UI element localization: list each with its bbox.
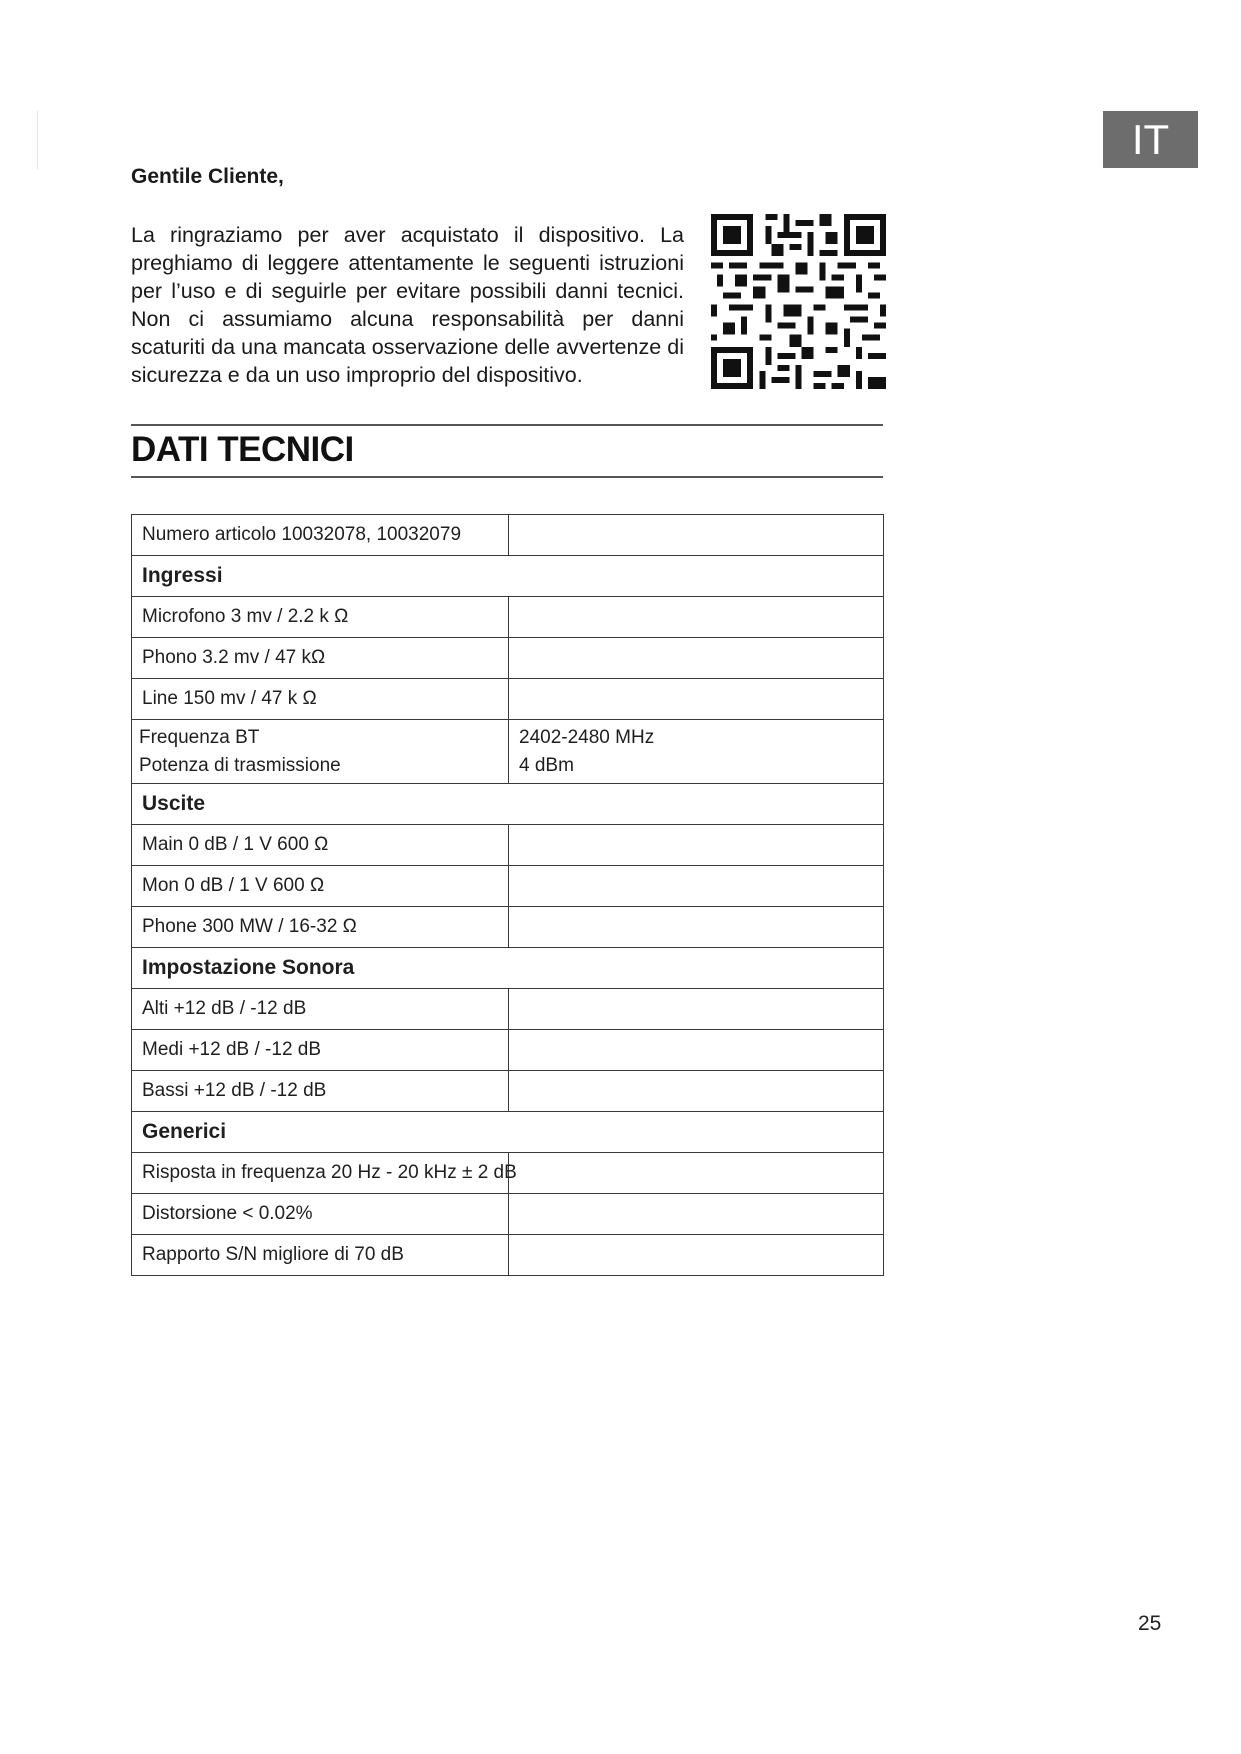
intro-paragraph: La ringraziamo per aver acquistato il dispositivo. La preghiamo di leggere attentamente le seguenti istruzioni per l’uso e di seguirle per evitare possibili danni tecnici. Non ci assumiamo alcuna responsabilità per danni scaturiti da una mancata osservazione delle avvertenze di sicurezza e da un uso improprio del dispositivo. <box>131 223 684 387</box>
spec-value-cell <box>509 825 884 866</box>
table-row <box>132 597 884 638</box>
page-number: 25 <box>1138 1612 1162 1635</box>
spec-bt-frequency-label: Frequenza BT <box>139 726 260 748</box>
spec-bassi: Bassi +12 dB / -12 dB <box>132 1071 509 1112</box>
spec-value-cell <box>509 638 884 679</box>
table-row <box>132 1112 884 1153</box>
spec-bt-power-label: Potenza di trasmissione <box>139 754 341 776</box>
spec-value-cell <box>509 515 884 556</box>
spec-value-cell <box>509 1235 884 1276</box>
section-rule-top <box>131 424 883 426</box>
section-rule-bottom <box>131 476 883 478</box>
spec-phone: Phone 300 MW / 16-32 Ω <box>132 907 509 948</box>
margin-rule <box>37 111 38 169</box>
table-row <box>132 825 884 866</box>
spec-rapporto: Rapporto S/N migliore di 70 dB <box>132 1235 509 1276</box>
spec-value-cell <box>509 1030 884 1071</box>
table-row <box>132 907 884 948</box>
spec-risposta: Risposta in frequenza 20 Hz - 20 kHz ± 2 dB <box>132 1153 509 1194</box>
spec-main: Main 0 dB / 1 V 600 Ω <box>132 825 509 866</box>
spec-line: Line 150 mv / 47 k Ω <box>132 679 509 720</box>
spec-mon: Mon 0 dB / 1 V 600 Ω <box>132 866 509 907</box>
spec-distorsione: Distorsione < 0.02% <box>132 1194 509 1235</box>
group-header-sound: Impostazione Sonora <box>132 948 884 989</box>
spec-bluetooth-labels <box>132 720 509 784</box>
spec-value-cell <box>509 989 884 1030</box>
table-row <box>132 720 884 784</box>
spec-bluetooth-values <box>509 720 884 784</box>
spec-article: Numero articolo 10032078, 10032079 <box>132 515 509 556</box>
table-row <box>132 1071 884 1112</box>
table-row <box>132 679 884 720</box>
table-row <box>132 1030 884 1071</box>
spec-value-cell <box>509 597 884 638</box>
group-header-inputs: Ingressi <box>132 556 884 597</box>
greeting: Gentile Cliente, <box>131 165 284 188</box>
spec-phono: Phono 3.2 mv / 47 kΩ <box>132 638 509 679</box>
spec-value-cell <box>509 1194 884 1235</box>
group-header-outputs: Uscite <box>132 784 884 825</box>
spec-microfono: Microfono 3 mv / 2.2 k Ω <box>132 597 509 638</box>
table-row <box>132 1194 884 1235</box>
table-row <box>132 515 884 556</box>
section-title: DATI TECNICI <box>131 430 354 469</box>
table-row <box>132 866 884 907</box>
table-row <box>132 784 884 825</box>
table-row <box>132 948 884 989</box>
group-header-general: Generici <box>132 1112 884 1153</box>
language-tab: IT <box>1103 111 1198 168</box>
spec-value-cell <box>509 1071 884 1112</box>
spec-value-cell <box>509 907 884 948</box>
specs-table <box>131 514 884 1276</box>
spec-medi: Medi +12 dB / -12 dB <box>132 1030 509 1071</box>
table-row <box>132 1235 884 1276</box>
table-row <box>132 989 884 1030</box>
spec-value-cell <box>509 866 884 907</box>
spec-alti: Alti +12 dB / -12 dB <box>132 989 509 1030</box>
table-row <box>132 638 884 679</box>
spec-value-cell <box>509 679 884 720</box>
table-row <box>132 556 884 597</box>
spec-value-cell <box>509 1153 884 1194</box>
qr-code <box>711 214 886 389</box>
table-row <box>132 1153 884 1194</box>
spec-bt-frequency-value: 2402-2480 MHz <box>519 726 655 748</box>
spec-bt-power-value: 4 dBm <box>519 754 574 776</box>
